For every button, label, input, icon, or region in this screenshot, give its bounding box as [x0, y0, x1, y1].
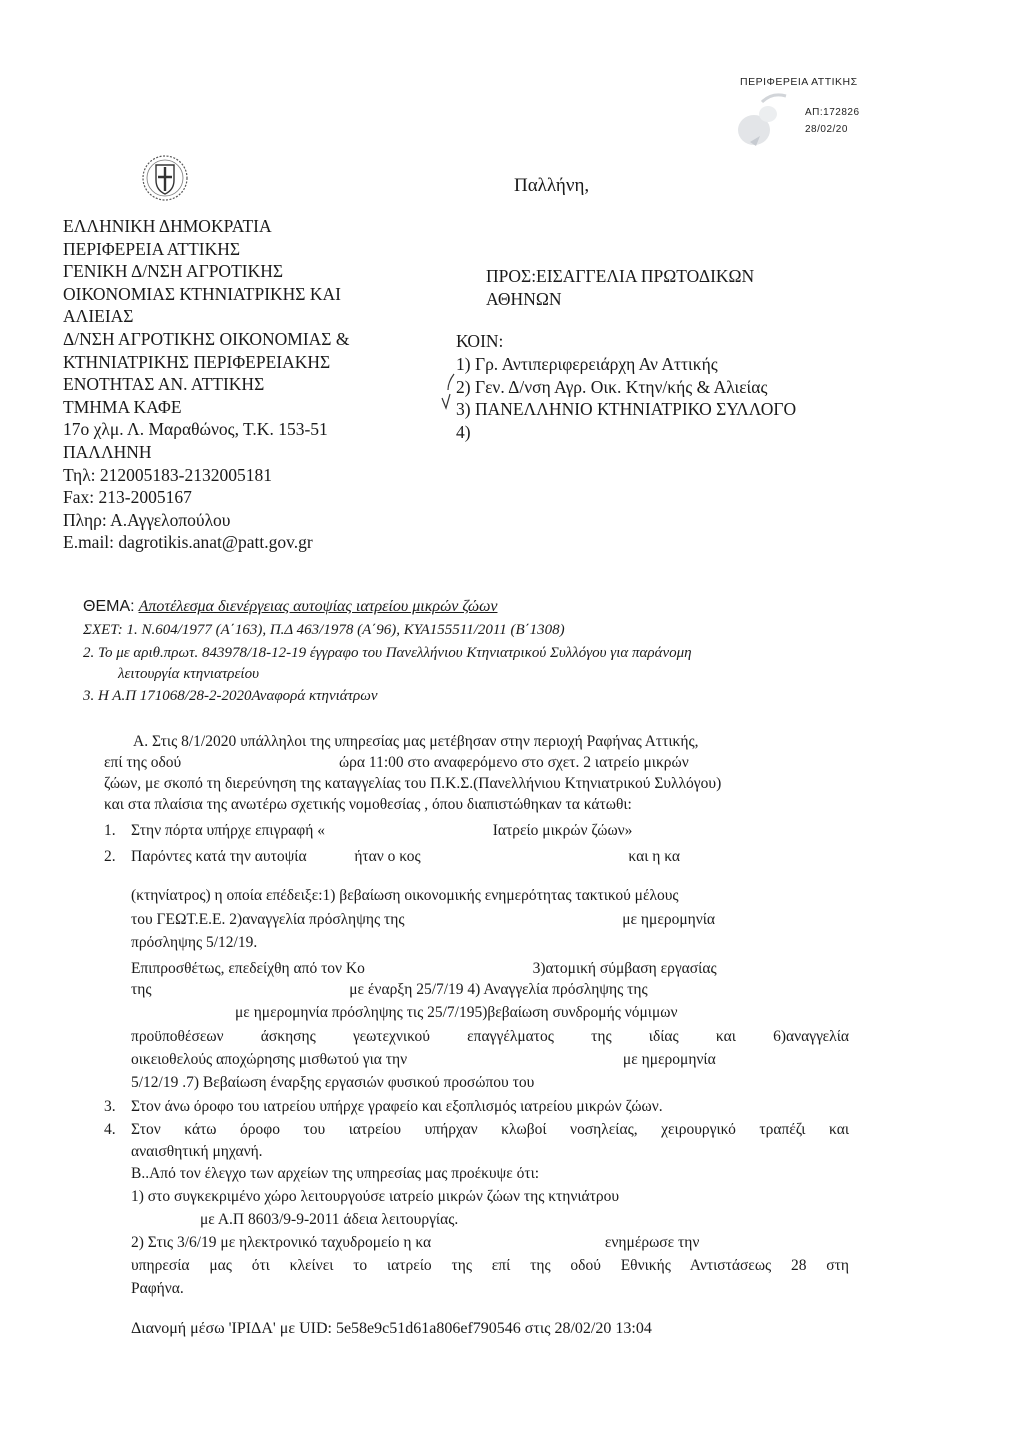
coat-of-arms-icon [141, 153, 189, 203]
distribution-footer: Διανομή μέσω 'ΙΡΙΔΑ' με UID: 5e58e9c51d61a806ef790546 στις 28/02/20 13:04 [131, 1320, 652, 1337]
stamp-date: 28/02/20 [805, 124, 848, 135]
cc-item: 2) Γεν. Δ/νση Αγρ. Οικ. Κτην/κής & Αλιείας [456, 376, 768, 397]
stamp-logo-icon [722, 86, 792, 156]
handwritten-tick-icon [440, 372, 460, 412]
item-3: Στον άνω όροφο του ιατρείου υπήρχε γραφείο και εξοπλισμός ιατρείου μικρών ζώων. [131, 1098, 663, 1115]
section-b-line: με Α.Π 8603/9-9-2011 άδεια λειτουργίας. [200, 1211, 459, 1228]
cc-list [456, 353, 796, 443]
item-2 [131, 847, 851, 868]
recipient-to-line: ΠΡΟΣ:ΕΙΣΑΓΓΕΛΙΑ ΠΡΩΤΟΔΙΚΩΝ [486, 266, 755, 286]
sender-line: Δ/ΝΣΗ ΑΓΡΟΤΙΚΗΣ ΟΙΚΟΝΟΜΙΑΣ & [63, 328, 350, 349]
body-text: και η κα [628, 848, 681, 865]
section-b-line: Β..Από τον έλεγχο των αρχείων της υπηρεσίας μας προέκυψε ότι: [131, 1165, 540, 1182]
body-line [131, 910, 853, 931]
section-b-line: υπηρεσία μας ότι κλείνει το ιατρείο της επί της οδού Εθνικής Αντιστάσεως 28 στη [131, 1257, 849, 1274]
body-a-line4: και στα πλαίσια της ανωτέρω σχετικής νομοθεσίας , όπου διαπιστώθηκαν τα κάτωθι: [104, 796, 632, 813]
cc-item: 4) [456, 421, 471, 442]
reference-line: λειτουργία κτηνιατρείου [118, 666, 259, 682]
body-text: Επιπροσθέτως, επεδείχθη από τον Κο [131, 960, 365, 977]
item-4-line1: Στον κάτω όροφο του ιατρείου υπήρχαν κλωβοί νοσηλείας, χειρουργικό τραπέζι και [131, 1121, 849, 1138]
sender-line: ΓΕΝΙΚΗ Δ/ΝΣΗ ΑΓΡΟΤΙΚΗΣ [63, 261, 284, 282]
body-text: ήταν ο κος [354, 848, 421, 865]
body-line: πρόσληψης 5/12/19. [131, 934, 258, 951]
body-a-line1: Α. Στις 8/1/2020 υπάλληλοι της υπηρεσίας μας μετέβησαν στην περιοχή Ραφήνας Αττικής, [133, 733, 699, 750]
item-number: 2. [104, 848, 116, 865]
cc-item: 1) Γρ. Αντιπεριφερειάρχη Αν Αττικής [456, 354, 718, 374]
body-text: 3)ατομική σύμβαση εργασίας [532, 960, 717, 977]
item-number: 4. [104, 1121, 116, 1138]
section-b-line: Ραφήνα. [131, 1280, 184, 1297]
sender-line: ΟΙΚΟΝΟΜΙΑΣ ΚΤΗΝΙΑΤΡΙΚΗΣ ΚΑΙ [63, 283, 341, 304]
body-text: Στην πόρτα υπήρχε επιγραφή « [131, 822, 325, 839]
recipient-to-line: ΑΘΗΝΩΝ [486, 288, 562, 309]
section-b-line [131, 1233, 849, 1254]
item-number: 3. [104, 1098, 116, 1115]
subject-label: ΘΕΜΑ: [83, 598, 135, 615]
sender-line: ΕΝΟΤΗΤΑΣ ΑΝ. ΑΤΤΙΚΗΣ [63, 374, 265, 395]
place-date: Παλλήνη, [514, 175, 590, 196]
body-text: με ημερομηνία [622, 911, 716, 928]
sender-line: ΠΑΛΛΗΝΗ [63, 441, 152, 462]
subject-text: Αποτέλεσμα διενέργειας αυτοψίας ιατρείου μικρών ζώων [138, 598, 498, 615]
reference-line: 3. Η Α.Π 171068/28-2-2020Αναφορά κτηνιάτρων [83, 688, 378, 704]
body-line [131, 980, 853, 1001]
body-line: με ημερομηνία πρόσληψης τις 25/7/195)βεβαίωση συνδρομής νόμιμων [235, 1004, 678, 1021]
body-line [131, 959, 853, 980]
sender-block [63, 215, 483, 554]
item-4-line2: αναισθητική μηχανή. [131, 1143, 263, 1160]
reference-line: 2. Το με αριθ.πρωτ. 843978/18-12-19 έγγραφο του Πανελλήνιου Κτηνιατρικού Συλλόγου για παράνομη [83, 645, 692, 661]
sender-line: 17ο χλμ. Λ. Μαραθώνος, Τ.Κ. 153-51 [63, 419, 328, 440]
body-text: ώρα 11:00 στο αναφερόμενο στο σχετ. 2 ιατρείο μικρών [338, 754, 689, 771]
body-text: Ιατρείο μικρών ζώων» [492, 822, 633, 839]
cc-item: 3) ΠΑΝΕΛΛΗΝΙΟ ΚΤΗΝΙΑΤΡΙΚΟ ΣΥΛΛΟΓΟ [456, 399, 797, 420]
sender-line: ΑΛΙΕΙΑΣ [63, 306, 134, 327]
recipient-to [486, 265, 754, 310]
cc-label: ΚΟΙΝ: [456, 331, 504, 351]
body-a-line2 [104, 753, 887, 774]
sender-line: Fax: 213-2005167 [63, 487, 192, 508]
sender-line: ΠΕΡΙΦΕΡΕΙΑ ΑΤΤΙΚΗΣ [63, 238, 241, 259]
body-line: προϋποθέσεων άσκησης γεωτεχνικού επαγγέλματος της ιδίας και 6)αναγγελία [131, 1028, 849, 1045]
body-text: Παρόντες κατά την αυτοψία [131, 848, 307, 865]
sender-line: Τηλ: 212005183-2132005181 [63, 464, 272, 485]
section-b-line: 1) στο συγκεκριμένο χώρο λειτουργούσε ιατρείο μικρών ζώων της κτηνιάτρου [131, 1188, 620, 1205]
body-line: (κτηνίατρος) η οποία επέδειξε:1) βεβαίωση οικονομικής ενημερότητας τακτικού μέλους [131, 887, 679, 904]
stamp-protocol: ΑΠ:172826 [805, 107, 860, 118]
item-1 [131, 821, 632, 842]
stamp-org: ΠΕΡΙΦΕΡΕΙΑ ΑΤΤΙΚΗΣ [740, 76, 858, 88]
reference-line: ΣΧΕΤ: 1. Ν.604/1977 (Α΄163), Π.Δ 463/1978 (Α΄96), ΚΥΑ155511/2011 (Β΄1308) [83, 622, 565, 638]
subject [83, 598, 497, 616]
body-text: με ημερομηνία [622, 1051, 716, 1068]
item-number: 1. [104, 822, 116, 839]
sender-line: ΤΜΗΜΑ ΚΑΦΕ [63, 396, 182, 417]
sender-line: ΚΤΗΝΙΑΤΡΙΚΗΣ ΠΕΡΙΦΕΡΕΙΑΚΗΣ [63, 351, 331, 372]
body-text: του ΓΕΩΤ.Ε.Ε. 2)αναγγελία πρόσληψης της [131, 911, 405, 928]
body-line [131, 1050, 853, 1071]
body-text: με έναρξη 25/7/19 4) Αναγγελία πρόσληψης της [349, 981, 648, 998]
body-line: 5/12/19 .7) Βεβαίωση έναρξης εργασιών φυσικού προσώπου του [131, 1074, 535, 1091]
sender-line: Πληρ: Α.Αγγελοπούλου [63, 509, 231, 530]
body-text: επί της οδού [104, 754, 182, 771]
body-text: 2) Στις 3/6/19 με ηλεκτρονικό ταχυδρομείο η κα [131, 1234, 432, 1251]
sender-line: ΕΛΛΗΝΙΚΗ ΔΗΜΟΚΡΑΤΙΑ [63, 216, 272, 236]
body-a-line3: ζώων, με σκοπό τη διερεύνηση της καταγγελίας του Π.Κ.Σ.(Πανελλήνιου Κτηνιατρικού Συλλόγου) [104, 775, 722, 792]
body-text: της [131, 981, 152, 998]
body-text: οικειοθελούς αποχώρησης μισθωτού για την [131, 1051, 408, 1068]
body-text: ενημέρωσε την [604, 1234, 700, 1251]
sender-line: E.mail: dagrotikis.anat@patt.gov.gr [63, 532, 313, 553]
